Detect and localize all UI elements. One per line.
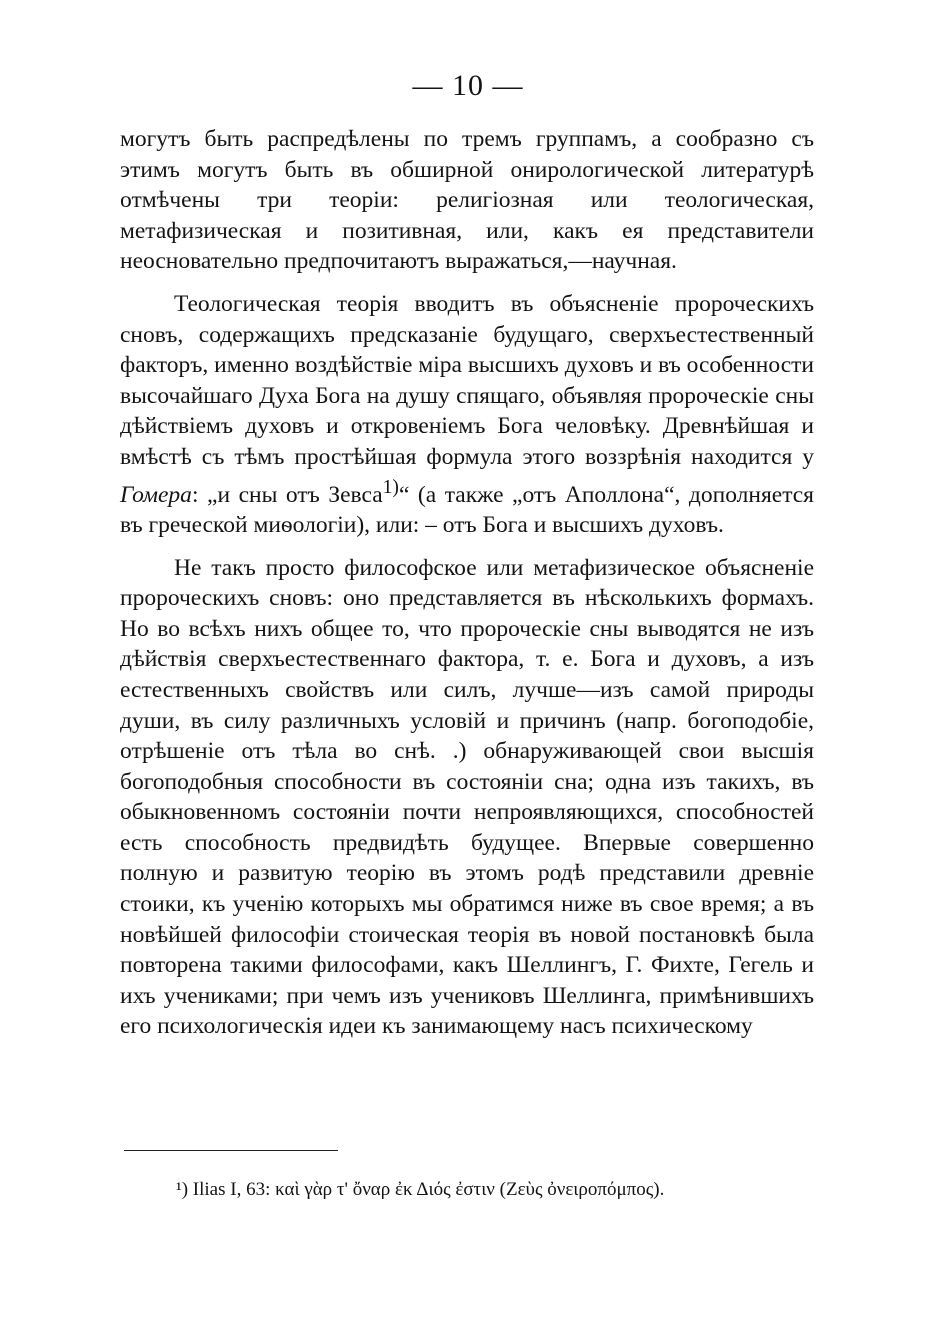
page-number: — 10 —	[412, 69, 524, 102]
paragraph-2-text: Теологическая теорія вводитъ въ объясненіе пророческихъ сновъ, содержащихъ предсказаніе будущаго, сверхъестественный факторъ, именно воздѣйствіе міра высшихъ духовъ и въ особенности высочайшаго Духа Бога на душу спящаго, объявляя пророческіе сны дѣйствіемъ духовъ и откровеніемъ Бога человѣку. Древнѣйшая и вмѣстѣ съ тѣмъ простѣйшая формула этого воззрѣнія находится у	[120, 290, 814, 470]
paragraph-3: Не такъ просто философское или метафизическое объясненіе пророческихъ сновъ: оно представляется въ нѣсколькихъ формахъ. Но во всѣхъ нихъ общее то, что пророческіе сны выводятся не изъ дѣйствія сверхъестественнаго фактора, т. е. Бога и духовъ, а изъ естественныхъ свойствъ или силъ, лучше—изъ самой природы души, въ силу различныхъ условій и причинъ (напр. богоподобіе, отрѣшеніе отъ тѣла во снѣ. .) обнаруживающей свои высшія богоподобныя способности въ состояніи сна; одна изъ такихъ, въ обыкновенномъ состояніи почти непроявляющихся, способностей есть способность предвидѣть будущее. Впервые совершенно полную и развитую теорію въ этомъ родѣ представили древніе стоики, къ ученію которыхъ мы обратимся ниже въ свое время; а въ новѣйшей философіи стоическая теорія въ новой постановкѣ была повторена такими философами, какъ Шеллингъ, Г. Фихте, Гегель и ихъ учениками; при чемъ изъ учениковъ Шеллинга, примѣнившихъ его психологическія идеи къ занимающему насъ психическому	[120, 554, 814, 1040]
paragraph-2-end: “ (а также „отъ Аполлона“, дополняется въ греческой миѳологіи), или: – отъ Бога и высшихъ духовъ.	[120, 481, 814, 538]
author-name-homer: Гомера	[120, 481, 192, 508]
main-text	[120, 124, 814, 1054]
footnote-ref: 1)	[382, 476, 399, 498]
paragraph-1: могутъ быть распредѣлены по тремъ группамъ, а сообразно съ этимъ могутъ быть въ обширной онирологической литературѣ отмѣчены три теоріи: религіозная или теологическая, метафизическая и позитивная, или, какъ ея представители неосновательно предпочитаютъ выражаться,—научная.	[120, 126, 814, 275]
paragraph-2	[120, 289, 814, 541]
quote-intro: : „и сны отъ Зевса	[191, 481, 383, 508]
footnote-divider	[124, 1150, 338, 1151]
footnote: ¹) Ilias I, 63: καὶ γὰρ τ' ὄναρ ἐκ Διός ἐστιν (Ζεὺς ὀνειροπόμπος).	[176, 1179, 665, 1200]
